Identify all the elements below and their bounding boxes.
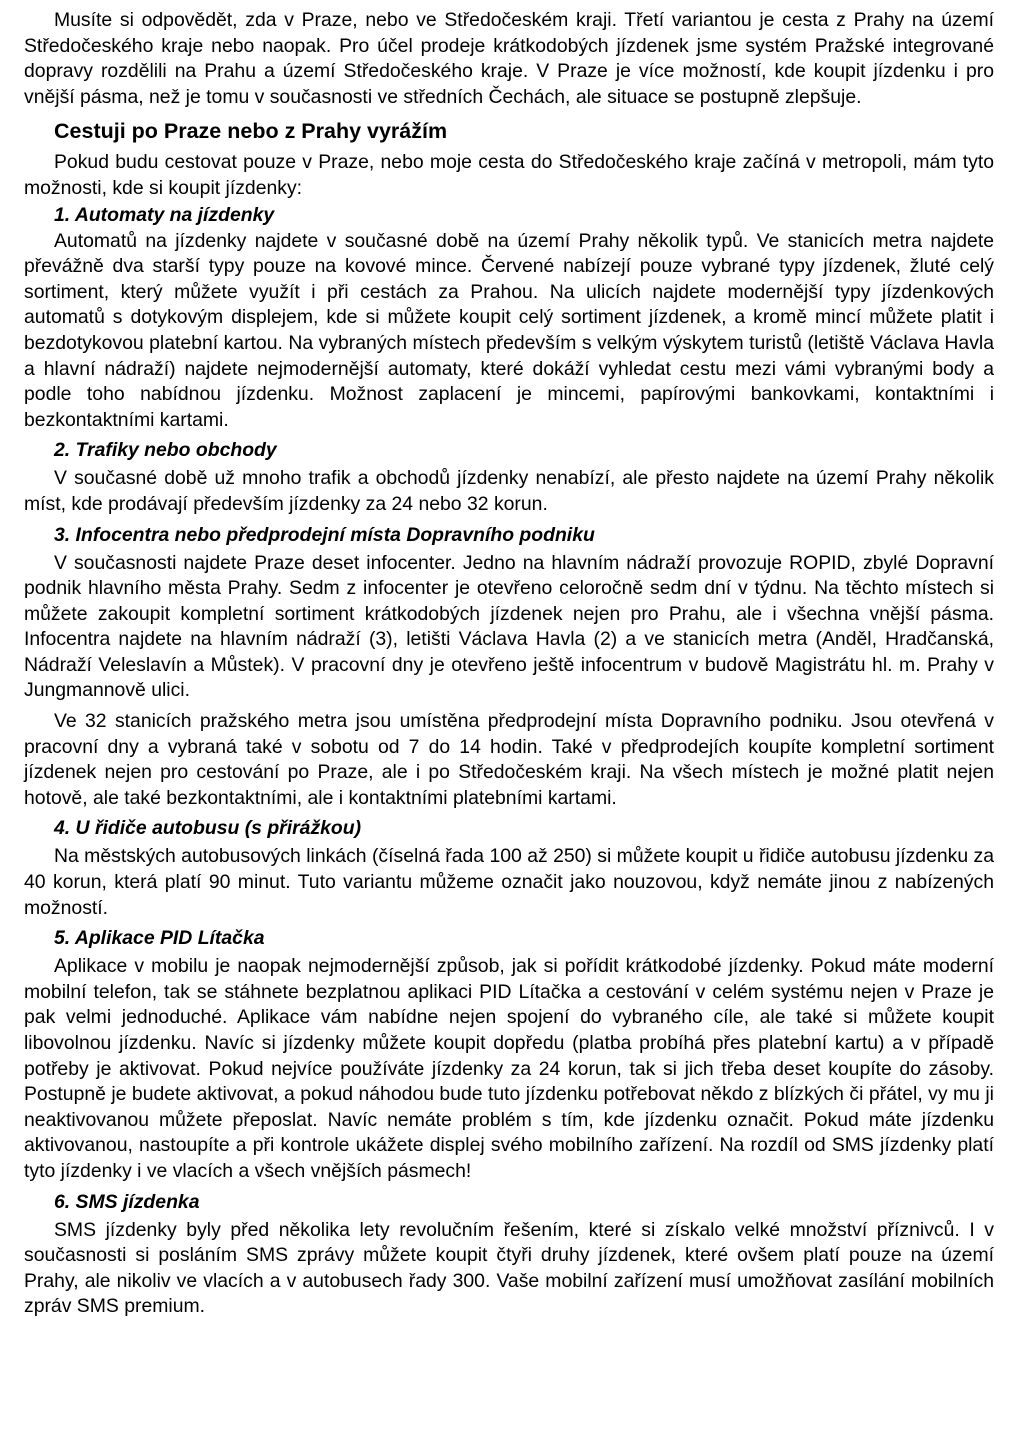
subheading-aplikace: 5. Aplikace PID Lítačka bbox=[54, 927, 265, 950]
paragraph-trafiky: V současné době už mnoho trafik a obchodů jízdenky nenabízí, ale přesto najdete na území Prahy několik míst, kde prodávají především jízdenky za 24 nebo 32 korun. bbox=[24, 467, 994, 515]
paragraph-infocentra-2: Ve 32 stanicích pražského metra jsou umístěna předprodejní místa Dopravního podniku. Jsou otevřená v pracovní dny a vybraná také v sobotu od 7 do 14 hodin. Také v předprodejích koupíte kompletní sortiment jízdenek nejen pro cestování po Praze, ale i po Středočeském kraji. Na všech místech je možné platit nejen hotově, ale také bezkontaktními, ale i kontaktními platebními kartami. bbox=[24, 710, 994, 809]
paragraph-sms: SMS jízdenky byly před několika lety revolučním řešením, které si získalo velké množství příznivců. I v současnosti si posláním SMS zprávy můžete koupit čtyři druhy jízdenek, které ovšem platí pouze na území Prahy, ale nikoliv ve vlacích a v autobusech řady 300. Vaše mobilní zařízení musí umožňovat zasílání mobilních zpráv SMS premium. bbox=[24, 1218, 994, 1318]
paragraph-automaty: Automatů na jízdenky najdete v současné době na území Prahy několik typů. Ve stanicích metra najdete převážně dva starší typy pouze na kovové mince. Červené nabízejí pouze vybrané typy jízdenek, žluté celý sortiment, který můžete využít i při cestách za Prahou. Na ulicích najdete modernější typy jízdenkových automatů s dotykovým displejem, kde si můžete koupit celý sortiment jízdenek, a kromě mincí můžete platit i bezdotykovou platební kartou. Na vybraných místech především s velkým výskytem turistů (letiště Václava Havla a hlavní nádraží) najdete nejmodernější automaty, které dokáží vyhledat cestu mezi vámi vybranými body a podle toho nabídnou jízdenku. Možnost zaplacení je mincemi, papírovými bankovkami, kontaktními i bezkontaktními kartami. bbox=[24, 229, 994, 431]
subheading-automaty: 1. Automaty na jízdenky bbox=[54, 203, 275, 226]
document-page bbox=[0, 8, 1018, 1435]
subheading-infocentra: 3. Infocentra nebo předprodejní místa Dopravního podniku bbox=[54, 523, 595, 546]
paragraph-aplikace: Aplikace v mobilu je naopak nejmodernější způsob, jak si pořídit krátkodobé jízdenky. Pokud máte moderní mobilní telefon, tak se stáhnete bezplatnou aplikaci PID Lítačka a cestování v celém systému nejen v Praze je pak velmi jednoduché. Aplikace vám nabídne nejen spojení do vybraného cíle, ale také si můžete koupit libovolnou jízdenku. Navíc si jízdenky můžete koupit dopředu (platba probíhá přes platební kartu) a v případě potřeby je aktivovat. Pokud nejvíce používáte jízdenky za 24 korun, tak si jich třeba deset koupíte do zásoby. Postupně je budete aktivovat, a pokud náhodou bude tuto jízdenku potřebovat někdo z blízkých či přátel, vy mu ji neaktivovanou můžete přeposlat. Navíc nemáte problém s tím, kde jízdenku označit. Pokud máte jízdenku aktivovanou, nastoupíte a při kontrole ukážete displej svého mobilního zařízení. Na rozdíl od SMS jízdenky platí tyto jízdenky i ve vlacích a všech vnějších pásmech! bbox=[24, 955, 994, 1182]
paragraph-infocentra-1: V současnosti najdete Praze deset infocenter. Jedno na hlavním nádraží provozuje ROPID, zbylé Dopravní podnik hlavního města Prahy. Sedm z infocenter je otevřeno celoročně sedm dní v týdnu. Na těchto místech si můžete zakoupit kompletní sortiment krátkodobých jízdenek nejen pro Prahu, ale i všechna vnější pásma. Infocentra najdete na hlavním nádraží (3), letišti Václava Havla (2) a ve stanicích metra (Anděl, Hradčanská, Nádraží Veleslavín a Můstek). V pracovní dny je otevřeno ještě infocentrum v budově Magistrátu hl. m. Prahy v Jungmannově ulici. bbox=[24, 551, 994, 702]
intro-paragraph: Musíte si odpovědět, zda v Praze, nebo ve Středočeském kraji. Třetí variantou je cesta z Prahy na území Středočeského kraje nebo naopak. Pro účel prodeje krátkodobých jízdenek jsme systém Pražské integrované dopravy rozdělili na Prahu a území Středočeského kraje. V Praze je více možností, kde koupit jízdenku i pro vnější pásma, než je tomu v současnosti ve středních Čechách, ale situace se postupně zlepšuje. bbox=[24, 9, 994, 108]
section-heading: Cestuji po Praze nebo z Prahy vyrážím bbox=[54, 119, 448, 144]
paragraph-ridic-autobusu: Na městských autobusových linkách (číselná řada 100 až 250) si můžete koupit u řidiče autobusu jízdenku za 40 korun, která platí 90 minut. Tuto variantu můžeme označit jako nouzovou, když nemáte jinou z nabízených možností. bbox=[24, 845, 994, 919]
subheading-sms: 6. SMS jízdenka bbox=[54, 1190, 200, 1213]
subheading-ridic-autobusu: 4. U řidiče autobusu (s přirážkou) bbox=[54, 817, 362, 840]
subheading-trafiky: 2. Trafiky nebo obchody bbox=[54, 439, 277, 462]
section-intro-paragraph: Pokud budu cestovat pouze v Praze, nebo moje cesta do Středočeského kraje začíná v metropoli, mám tyto možnosti, kde si koupit jízdenky: bbox=[24, 151, 994, 199]
